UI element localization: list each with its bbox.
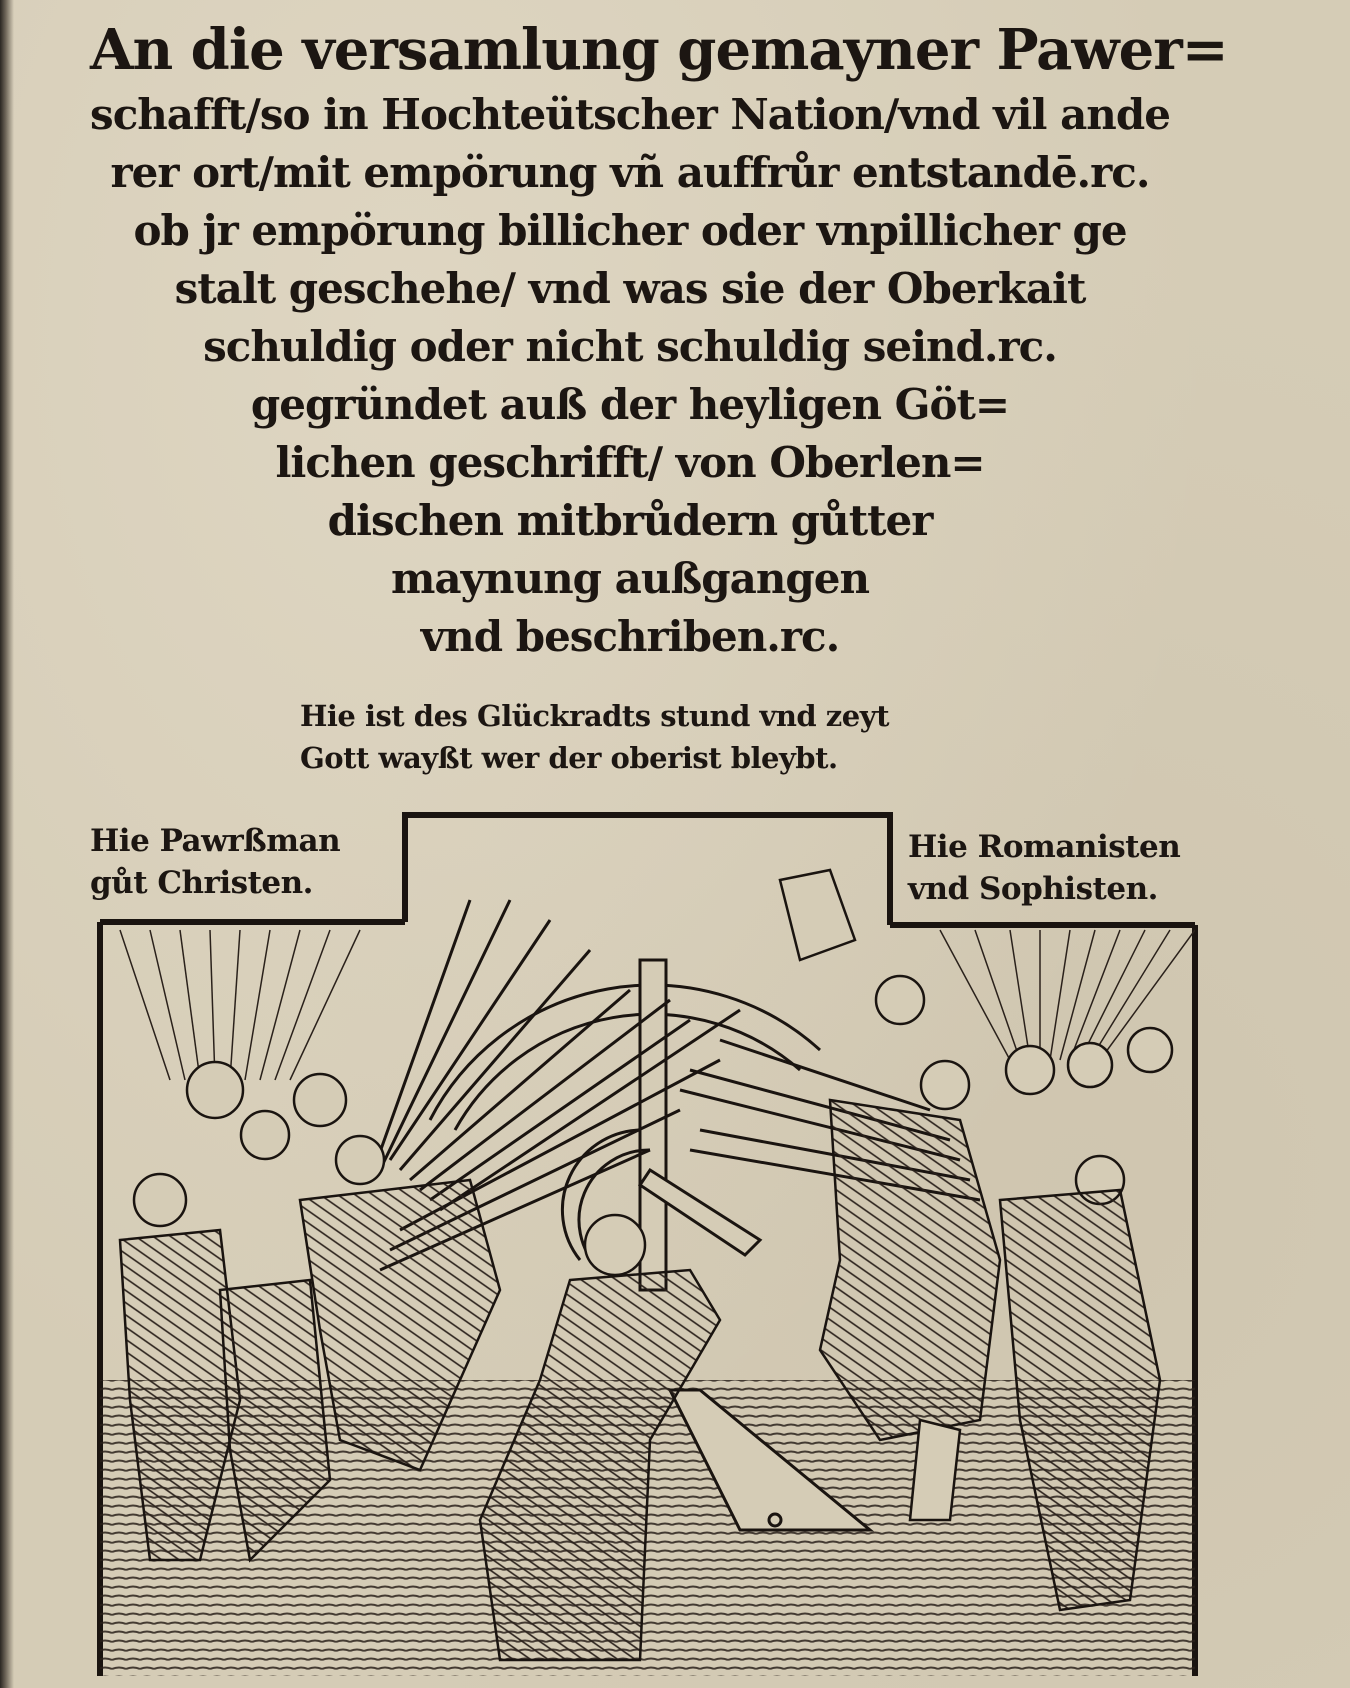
caption-peasants [90, 820, 340, 904]
title-line: stalt geschehe/ vnd was sie der Oberkait [174, 264, 1086, 313]
title-line: schafft/so in Hochteütscher Nation/vnd vil ande [90, 90, 1170, 139]
caption-right-line-1: Hie Romanisten [908, 829, 1181, 865]
title-line: ob jr empörung billicher oder vnpillicher ge [133, 206, 1127, 255]
rays-right [940, 930, 1195, 1060]
title-line: An die versamlung gemayner Pawer= [90, 17, 1228, 83]
title-line: maynung außgangen [390, 554, 870, 603]
pikes-right [680, 1040, 980, 1200]
kneeling-figure [480, 1215, 720, 1660]
title-line: rer ort/mit empörung vñ auffrůr entstandē.rc. [110, 148, 1150, 197]
frame-border [100, 815, 1195, 1676]
title-line: lichen geschrifft/ von Oberlen= [275, 438, 985, 487]
binding-gutter-shadow [0, 0, 14, 1688]
caption-left-line-2: gůt Christen. [90, 865, 313, 901]
motto-line-1: Hie ist des Glückradts stund vnd zeyt [300, 699, 889, 733]
rays-left [120, 930, 360, 1080]
title-block [80, 14, 1228, 666]
peasants-crowd [120, 1062, 500, 1560]
title-line: vnd beschriben.rc. [420, 612, 840, 661]
motto-line-2: Gott wayßt wer der oberist bleybt. [300, 741, 838, 775]
title-line: gegründet auß der heyligen Göt= [250, 380, 1010, 429]
caption-right-line-2: vnd Sophisten. [908, 871, 1158, 907]
romanists-crowd [780, 870, 1172, 1610]
title-line: dischen mitbrůdern gůtter [327, 496, 933, 545]
caption-left-line-1: Hie Pawrßman [90, 823, 341, 859]
title-line: schuldig oder nicht schuldig seind.rc. [203, 322, 1057, 371]
pikes-left [370, 900, 740, 1270]
caption-romanists [908, 826, 1180, 910]
motto [300, 695, 920, 779]
wheel-of-fortune [430, 960, 870, 1530]
woodcut-scene [100, 870, 1195, 1680]
